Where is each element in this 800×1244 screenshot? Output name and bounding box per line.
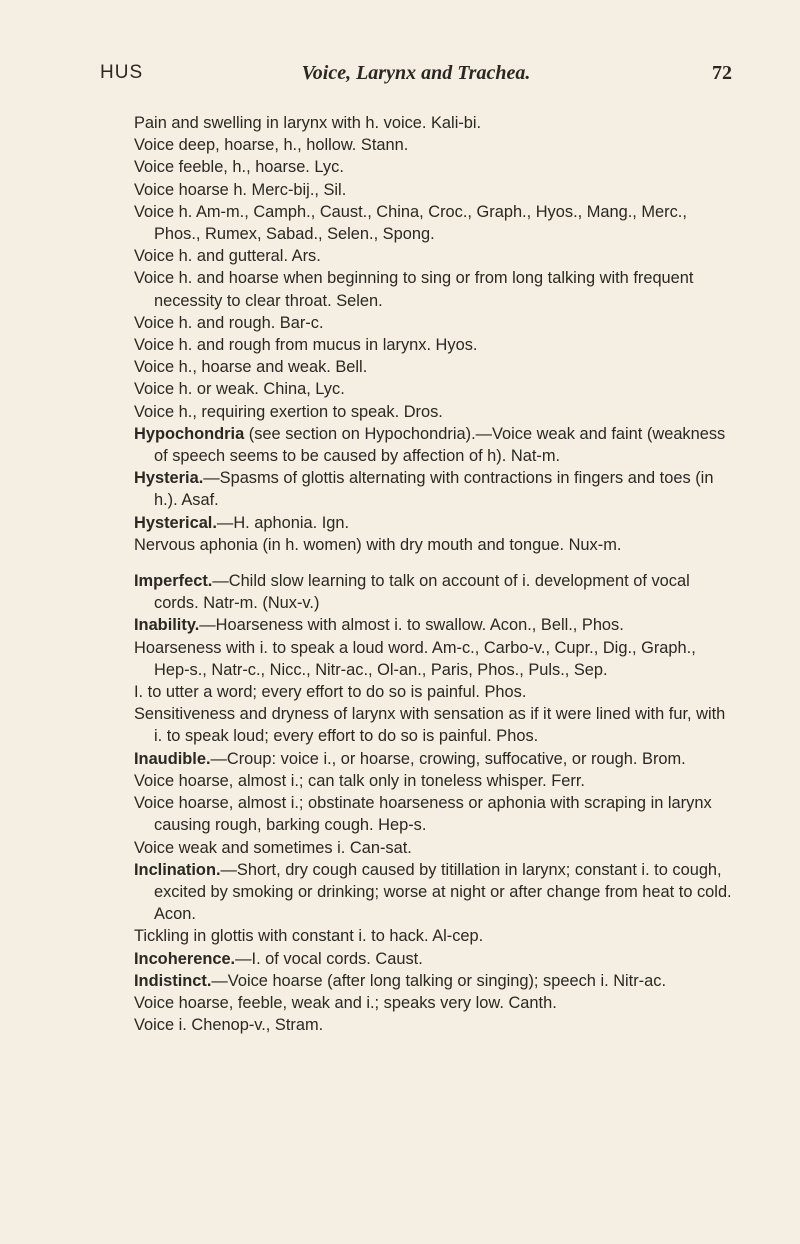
rubric-entry xyxy=(134,748,734,770)
rubric-entry xyxy=(134,112,734,134)
rubric-text: Voice feeble, h., hoarse. Lyc. xyxy=(134,158,344,177)
rubric-text: Voice h. and rough. Bar-c. xyxy=(134,313,324,332)
rubric-entry xyxy=(134,334,734,356)
rubric-entry xyxy=(134,267,734,311)
rubric-entry xyxy=(134,614,734,636)
rubric-entry xyxy=(134,681,734,703)
rubric-entry xyxy=(134,1014,734,1036)
header-abbreviation: HUS xyxy=(100,62,144,83)
rubric-text: Voice h. Am-m., Camph., Caust., China, Croc., Graph., Hyos., Mang., Merc., Phos., Rumex, Sabad., Selen., Spong. xyxy=(134,202,687,244)
rubric-entry xyxy=(134,312,734,334)
rubric-term: Inaudible. xyxy=(134,749,211,768)
rubric-text: —Voice hoarse (after long talking or singing); speech i. Nitr-ac. xyxy=(211,971,667,990)
rubric-text: Voice hoarse, feeble, weak and i.; speaks very low. Canth. xyxy=(134,993,557,1012)
rubric-entry xyxy=(134,467,734,511)
entry-list xyxy=(134,112,734,1036)
rubric-text: —Spasms of glottis alternating with contractions in fingers and toes (in h.). Asaf. xyxy=(154,469,714,510)
rubric-text: Sensitiveness and dryness of larynx with sensation as if it were lined with fur, with i. to speak loud; every effort to do so is painful. Phos. xyxy=(134,705,726,746)
rubric-entry xyxy=(134,837,734,859)
rubric-entry xyxy=(134,378,734,400)
rubric-text: —H. aphonia. Ign. xyxy=(216,513,350,532)
rubric-entry xyxy=(134,703,734,747)
rubric-text: Voice h. and rough from mucus in larynx. Hyos. xyxy=(134,336,478,355)
rubric-text: —Croup: voice i., or hoarse, crowing, suffocative, or rough. Brom. xyxy=(210,749,686,768)
rubric-text: Voice h. and gutteral. Ars. xyxy=(134,247,321,266)
rubric-text: Voice hoarse h. Merc-bij., Sil. xyxy=(134,180,347,199)
rubric-entry xyxy=(134,992,734,1014)
rubric-entry xyxy=(134,770,734,792)
rubric-entry xyxy=(134,970,734,992)
rubric-entry xyxy=(134,512,734,534)
rubric-text: —Short, dry cough caused by titillation in larynx; constant i. to cough, excited by smoking or drinking; worse at night or after change from heat to cold. Acon. xyxy=(154,860,732,924)
rubric-entry xyxy=(134,570,734,614)
rubric-text: Voice h. or weak. China, Lyc. xyxy=(134,380,345,399)
rubric-text: Nervous aphonia (in h. women) with dry mouth and tongue. Nux-m. xyxy=(134,535,622,554)
header-section-title: Voice, Larynx and Trachea. xyxy=(301,62,531,84)
rubric-entry xyxy=(134,156,734,178)
rubric-term: Hypochondria xyxy=(134,424,245,443)
rubric-term: Incoherence. xyxy=(134,949,236,968)
rubric-text: Voice hoarse, almost i.; obstinate hoarseness or aphonia with scraping in larynx causing rough, barking cough. Hep-s. xyxy=(134,794,712,835)
rubric-text: Voice deep, hoarse, h., hollow. Stann. xyxy=(134,136,409,155)
rubric-text: Pain and swelling in larynx with h. voice. Kali-bi. xyxy=(134,114,482,132)
rubric-entry xyxy=(134,245,734,267)
rubric-text: —Child slow learning to talk on account of i. development of vocal cords. Natr-m. (Nux-v.) xyxy=(154,572,690,613)
rubric-entry xyxy=(134,859,734,926)
rubric-text: Voice weak and sometimes i. Can-sat. xyxy=(134,838,412,857)
rubric-text: (see section on Hypochondria).—Voice weak and faint (weakness of speech seems to be caused by affection of h). Nat-m. xyxy=(154,424,726,466)
rubric-term: Imperfect. xyxy=(134,572,213,591)
rubric-entry xyxy=(134,179,734,201)
rubric-entry xyxy=(134,201,734,245)
rubric-text: —Hoarseness with almost i. to swallow. Acon., Bell., Phos. xyxy=(199,616,624,635)
rubric-entry xyxy=(134,637,734,681)
rubric-entry xyxy=(134,948,734,970)
rubric-text: I. to utter a word; every effort to do so is painful. Phos. xyxy=(134,683,527,702)
rubric-term: Indistinct. xyxy=(134,971,212,990)
rubric-entry xyxy=(134,401,734,423)
rubric-entry xyxy=(134,134,734,156)
rubric-entry xyxy=(134,423,734,467)
rubric-text: Voice i. Chenop-v., Stram. xyxy=(134,1016,324,1035)
rubric-text: Voice h., requiring exertion to speak. Dros. xyxy=(134,402,443,421)
rubric-text: Hoarseness with i. to speak a loud word. Am-c., Carbo-v., Cupr., Dig., Graph., Hep-s., Natr-c., Nicc., Nitr-ac., Ol-an., Paris, Phos., Puls., Sep. xyxy=(134,638,696,679)
rubric-entry xyxy=(134,925,734,947)
page-number: 72 xyxy=(712,62,732,84)
rubric-text: Voice h. and hoarse when beginning to sing or from long talking with frequent necessity to clear throat. Selen. xyxy=(134,269,694,310)
rubric-entry xyxy=(134,534,734,556)
rubric-term: Inability. xyxy=(134,616,200,635)
rubric-text: —I. of vocal cords. Caust. xyxy=(235,949,423,968)
rubric-term: Hysterical. xyxy=(134,513,217,532)
rubric-entry xyxy=(134,356,734,378)
running-header xyxy=(100,62,732,88)
rubric-entry xyxy=(134,792,734,836)
rubric-term: Inclination. xyxy=(134,860,221,879)
rubric-text: Tickling in glottis with constant i. to hack. Al-cep. xyxy=(134,927,484,946)
rubric-term: Hysteria. xyxy=(134,469,204,488)
rubric-text: Voice h., hoarse and weak. Bell. xyxy=(134,358,368,377)
rubric-text: Voice hoarse, almost i.; can talk only in toneless whisper. Ferr. xyxy=(134,771,585,790)
